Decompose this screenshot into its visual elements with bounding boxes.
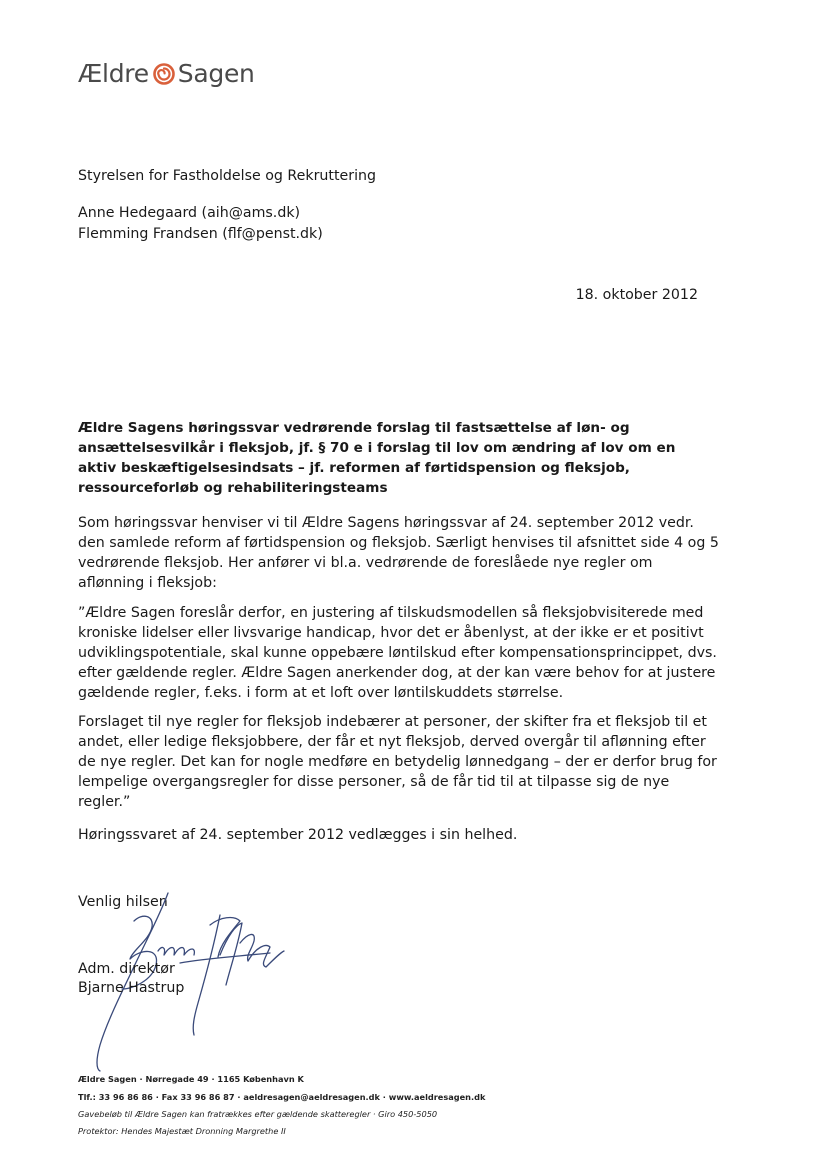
footer-tax-note: Gavebeløb til Ældre Sagen kan fratrækkes efter gældende skatteregler · Giro 450-5050 xyxy=(78,1109,438,1119)
spiral-logo-icon xyxy=(153,63,175,85)
recipient-organization: Styrelsen for Fastholdelse og Rekruttering xyxy=(78,168,377,184)
recipient-contacts xyxy=(78,203,323,245)
aeldre-sagen-logo xyxy=(78,56,255,90)
closing-greeting: Venlig hilsen xyxy=(78,894,168,910)
body-paragraph: Høringssvaret af 24. september 2012 vedlægges i sin helhed. xyxy=(78,827,518,843)
footer-patron: Protektor: Hendes Majestæt Dronning Margrethe II xyxy=(78,1126,286,1136)
contact-line: Flemming Frandsen (flf@penst.dk) xyxy=(78,226,323,242)
letter-heading: Ældre Sagens høringssvar vedrørende forslag til fastsættelse af løn- og ansættelsesvilkår i fleksjob, jf. § 70 e i forslag til lov om ændring af lov om en aktiv beskæftigelsesindsats – jf. reformen af førtidspension og fleksjob, ressourceforløb og rehabiliteringsteams xyxy=(78,420,676,496)
footer-contact: Tlf.: 33 96 86 86 · Fax 33 96 86 87 · aeldresagen@aeldresagen.dk · www.aeldresagen.dk xyxy=(78,1092,486,1102)
letter-date: 18. oktober 2012 xyxy=(575,287,698,303)
signatory-name: Bjarne Hastrup xyxy=(78,980,185,996)
quoted-paragraph: Forslaget til nye regler for fleksjob indebærer at personer, der skifter fra et fleksjob til et andet, eller ledige fleksjobbere, der får et nyt fleksjob, derved overgår til aflønning efter de nye regler. Det kan for nogle medføre en betydelig lønnedgang – der er derfor brug for lempelige overgangsregler for disse personer, så de får tid til at tilpasse sig de nye regler.” xyxy=(78,714,717,810)
logo-text-right: Sagen xyxy=(177,58,255,88)
body-paragraph: Som høringssvar henviser vi til Ældre Sagens høringssvar af 24. september 2012 vedr. den samlede reform af førtidspension og fleksjob. Særligt henvises til afsnittet side 4 og 5 vedrørende fleksjob. Her anfører vi bl.a. vedrørende de foreslåede nye regler om aflønning i fleksjob: xyxy=(78,515,719,591)
logo-text-left: Ældre xyxy=(78,58,149,88)
signatory-title: Adm. direktør xyxy=(78,961,175,977)
quoted-paragraph: ”Ældre Sagen foreslår derfor, en justering af tilskudsmodellen så fleksjobvisiterede med kroniske lidelser eller livsvarige handicap, hvor det er åbenlyst, at der ikke er et positivt udviklingspotentiale, skal kunne oppebære løntilskud efter kompensationsprincippet, dvs. efter gældende regler. Ældre Sagen anerkender dog, at der kan være behov for at justere gældende regler, f.eks. i form at et loft over løntilskuddets størrelse. xyxy=(78,605,717,701)
footer-address: Ældre Sagen · Nørregade 49 · 1165 København K xyxy=(78,1074,304,1084)
signatory-block xyxy=(78,960,184,998)
contact-line: Anne Hedegaard (aih@ams.dk) xyxy=(78,205,301,221)
